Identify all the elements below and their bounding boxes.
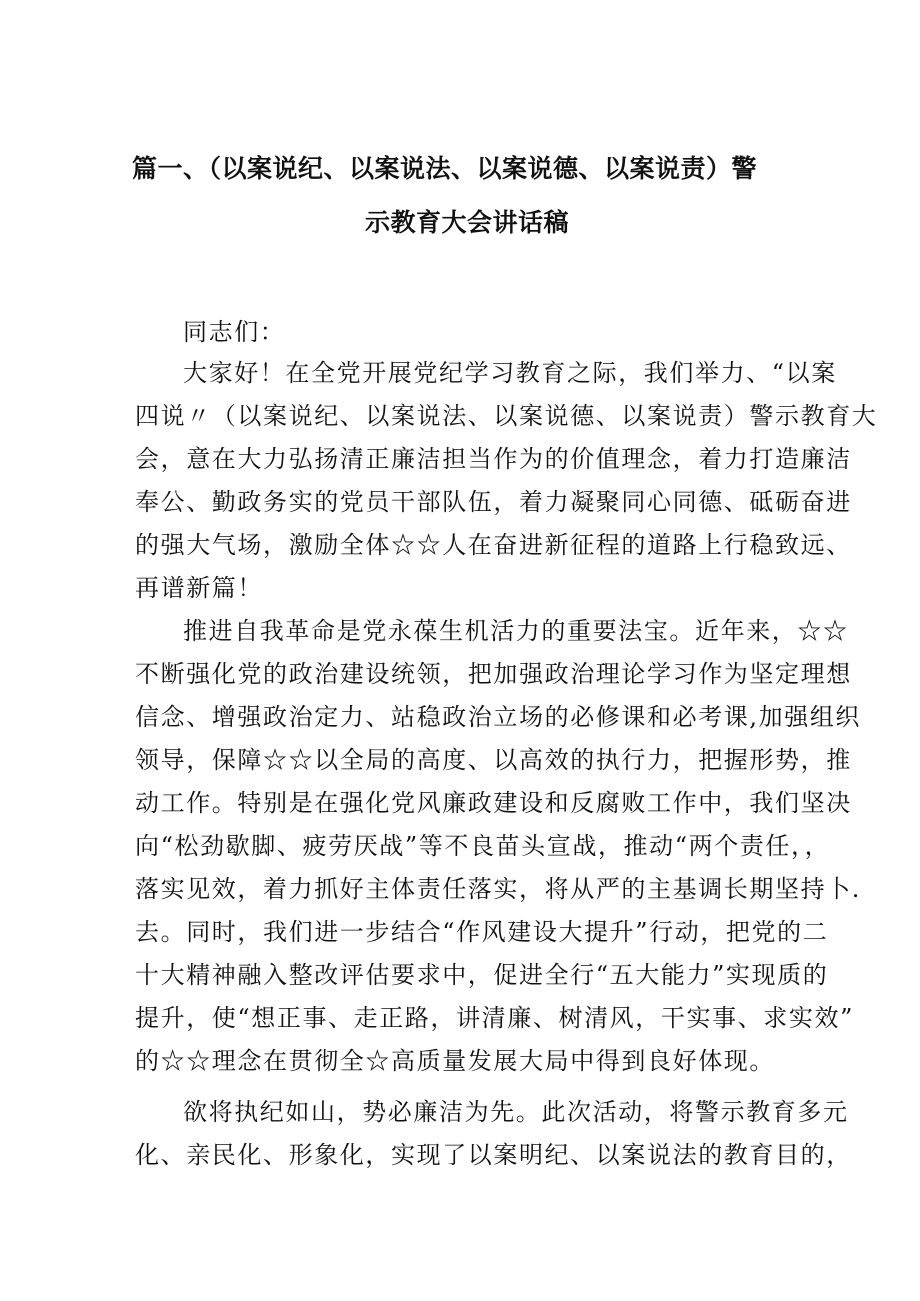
paragraph-2-line: 提升，使“想正事、走正路，讲清廉、树清风，干实事、求实效”: [135, 1004, 854, 1032]
paragraph-2-line: 领导，保障☆☆以全局的高度、以高效的执行力，把握形势，推: [135, 746, 852, 774]
paragraph-2-line: 信念、增强政治定力、站稳政治立场的必修课和必考课,加强组织: [135, 703, 862, 731]
paragraph-2-line: 向“松劲歇脚、疲劳厌战”等不良苗头宣战，推动“两个责任，，: [135, 832, 831, 860]
paragraph-2-line: 十大精神融入整改评估要求中，促进全行“五大能力”实现质的: [135, 961, 829, 989]
paragraph-2-line: 推进自我革命是党永葆生机活力的重要法宝。近年来，☆☆: [183, 617, 849, 645]
paragraph-2-line: 的☆☆理念在贯彻全☆高质量发展大局中得到良好体现。: [135, 1047, 775, 1075]
paragraph-2-line: 落实见效，着力抓好主体责任落实，将从严的主基调长期坚持卜.: [135, 875, 862, 903]
paragraph-1-line: 四说〃（以案说纪、以案说法、以案说德、以案说责）警示教育大: [135, 402, 878, 430]
paragraph-2-line: 不断强化党的政治建设统领，把加强政治理论学习作为坚定理想: [135, 660, 852, 688]
paragraph-1-line: 会，意在大力弘扬清正廉洁担当作为的价值理念，着力打造廉洁: [135, 445, 852, 473]
document-title-line-1: 篇一、（以案说纪、以案说法、以案说德、以案说责）警: [132, 154, 758, 183]
paragraph-1-line: 的强大气场，激励全体☆☆人在奋进新征程的道路上行稳致远、: [135, 531, 852, 559]
paragraph-2-line: 动工作。特别是在强化党风廉政建设和反腐败工作中，我们坚决: [135, 789, 852, 817]
paragraph-1-line: 大家好！在全党开展党纪学习教育之际，我们举力、“以案: [183, 359, 837, 387]
paragraph-1-line: 再谱新篇！: [135, 574, 263, 602]
paragraph-3-line: 欲将执纪如山，势必廉洁为先。此次活动，将警示教育多元: [183, 1098, 849, 1126]
paragraph-1-line: 奉公、勤政务实的党员干部队伍，着力凝聚同心同德、砥砺奋进: [135, 488, 852, 516]
paragraph-3-line: 化、亲民化、形象化，实现了以案明纪、以案说法的教育目的，: [135, 1141, 852, 1169]
paragraph-2-line: 去。同时，我们进一步结合“作风建设大提升”行动，把党的二: [135, 918, 829, 946]
document-title-line-2: 示教育大会讲话稿: [365, 208, 570, 237]
greeting: 同志们：: [183, 318, 286, 346]
